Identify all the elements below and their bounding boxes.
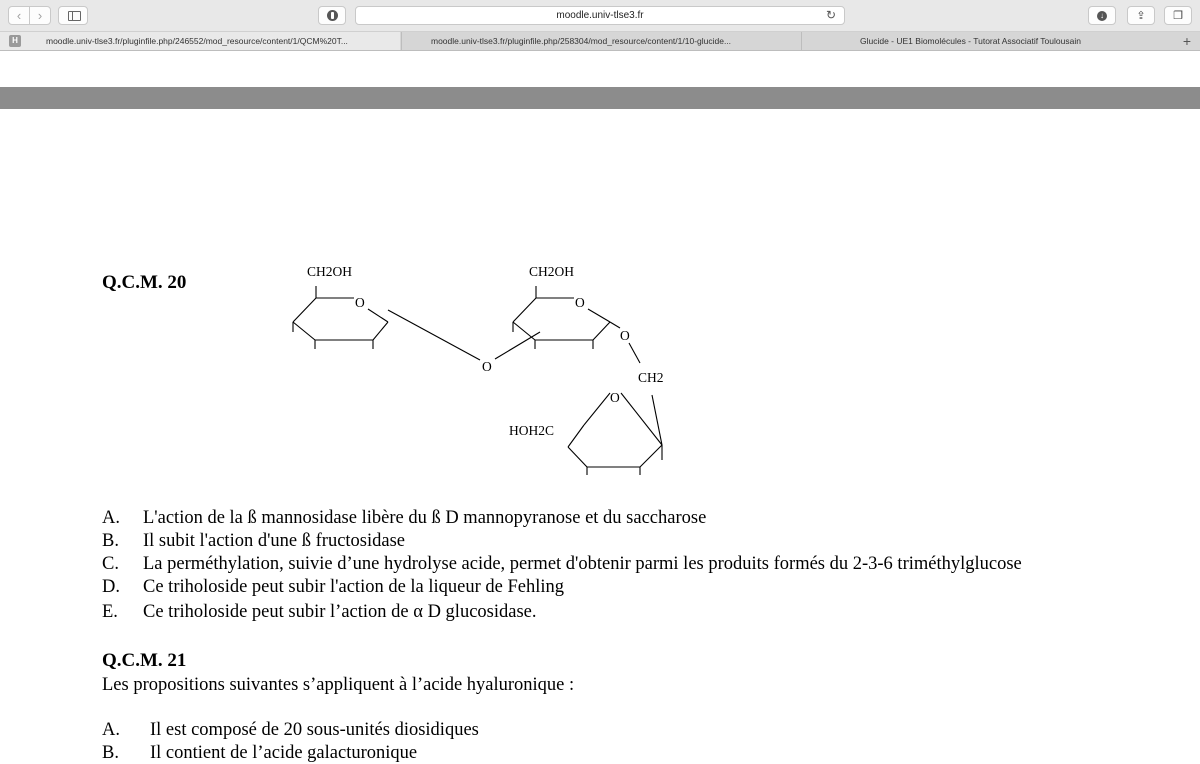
qcm-21-title: Q.C.M. 21 (102, 650, 187, 671)
qcm-20-option-e (102, 602, 537, 623)
option-text: La perméthylation, suivie d’une hydrolyse acide, permet d'obtenir parmi les produits formés du 2-3-6 triméthylglucose (143, 554, 1022, 574)
qcm-20-option-a (102, 508, 706, 529)
glycosidic-oxygen-label-2: O (620, 328, 630, 343)
qcm-20-title: Q.C.M. 20 (102, 272, 187, 293)
qcm-21-option-b (102, 743, 417, 764)
tab-label: moodle.univ-tlse3.fr/pluginfile.php/258304/mod_resource/content/1/10-glucide... (431, 36, 732, 46)
option-text: Ce triholoside peut subir l'action de la liqueur de Fehling (143, 577, 565, 597)
ring2-oxygen-label: O (575, 295, 585, 310)
qcm-21-option-a (102, 720, 479, 741)
option-text: L'action de la ß mannosidase libère du ß D mannopyranose et du saccharose (143, 508, 707, 528)
qcm-20-option-c (102, 554, 1022, 575)
option-text: Ce triholoside peut subir l’action de α D glucosidase. (143, 602, 537, 622)
glycosidic-oxygen-label-1: O (482, 359, 492, 374)
option-letter: E. (102, 602, 118, 622)
ring3-oxygen-label: O (610, 390, 620, 405)
plus-icon: + (1182, 33, 1192, 49)
option-letter: C. (102, 554, 119, 574)
ring1-oxygen-label: O (355, 295, 365, 310)
share-icon: ⇪ (1136, 10, 1146, 22)
tab-label: moodle.univ-tlse3.fr/pluginfile.php/246552/mod_resource/content/1/QCM%20T... (46, 36, 348, 46)
ch2oh-label-ring2: CH2OH (529, 264, 575, 279)
option-letter: B. (102, 531, 119, 551)
address-url: moodle.univ-tlse3.fr (556, 10, 644, 21)
qcm-20-option-d (102, 577, 564, 598)
option-text: Il est composé de 20 sous-unités diosidiques (150, 720, 479, 740)
qcm-21-intro: Les propositions suivantes s’appliquent à l’acide hyaluronique : (102, 675, 575, 695)
trisaccharide-structure (280, 255, 700, 485)
chevron-left-icon: ‹ (16, 8, 22, 23)
option-letter: A. (102, 508, 120, 528)
chevron-right-icon: › (37, 8, 43, 23)
ch2oh-label-ring1: CH2OH (307, 264, 353, 279)
hoh2c-label: HOH2C (509, 423, 555, 438)
option-text: Il subit l'action d'une ß fructosidase (143, 531, 406, 551)
option-text: Il contient de l’acide galacturonique (150, 743, 418, 763)
tab-favicon: H (9, 35, 21, 47)
tabs-overview-icon: ❐ (1173, 10, 1183, 22)
option-letter: B. (102, 743, 119, 763)
qcm-20-option-b (102, 531, 405, 552)
option-letter: A. (102, 720, 120, 740)
ch2-label: CH2 (638, 370, 664, 385)
option-letter: D. (102, 577, 120, 597)
download-icon: ↓ (1097, 11, 1107, 21)
tab-label: Glucide - UE1 Biomolécules - Tutorat Associatif Toulousain (860, 36, 1081, 46)
reload-icon[interactable]: ↻ (825, 8, 836, 22)
